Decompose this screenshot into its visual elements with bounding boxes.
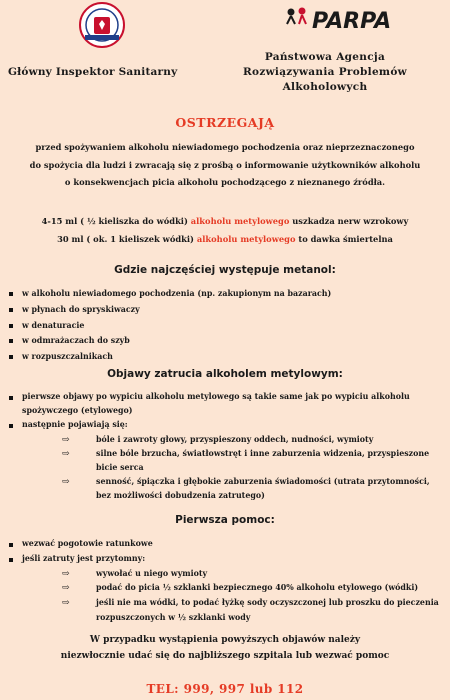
list-item: ⇨ bóle i zawroty głowy, przyspieszony oddech, nudności, wymioty [22,433,444,447]
footer-line-1: W przypadku wystąpienia powyższych objawów należy [89,635,361,645]
list-item: ⇨ wywołać u niego wymioty [22,567,444,582]
dose-info [0,212,450,248]
gis-emblem-logo [79,2,125,48]
list-item: jeśli zatruty jest przytomny: ⇨ wywołać u niego wymioty ⇨ podać do picia ½ szklanki bezpiecznego 40% alkoholu etylowego (wódki) ⇨ jeśli nie ma wódki, to podać łyżkę sody oczyszczonej lub proszku do pieczenia rozpuszczonych w ½ szklanki wody [8,552,444,626]
list-item: w denaturacie [8,318,444,334]
symptoms-sublist [22,433,444,504]
arrow-icon: ⇨ [62,434,70,445]
list-item: w odmrażaczach do szyb [8,333,444,349]
list-item: ⇨ senność, śpiączka i głębokie zaburzenia świadomości (utrata przytomności, bez możliwości dobudzenia zatrutego) [62,477,430,501]
where-title: Gdzie najczęściej występuje metanol: [114,264,336,276]
parpa-logo-text: PARPA [312,9,392,34]
emergency-phone: TEL: 999, 997 lub 112 [146,682,304,696]
arrow-icon: ⇨ [62,568,70,579]
header [0,0,450,112]
dose-line-2: 30 ml ( ok. 1 kieliszek wódki) alkoholu metylowego to dawka śmiertelna [57,234,393,244]
list-item: ⇨ silne bóle brzucha, światłowstręt i inne zaburzenia widzenia, przyspieszone bicie serca [62,448,430,473]
first-aid-sublist [22,567,444,626]
first-aid-title: Pierwsza pomoc: [175,514,275,526]
parpa-label-line3: Alkoholowych [282,81,368,93]
list-item: w rozpuszczalnikach [8,349,444,365]
symptoms-list [8,390,444,504]
warning-intro [0,139,450,192]
arrow-icon: ⇨ [62,477,70,488]
gis-label: Główny Inspektor Sanitarny [8,66,178,78]
dose-line-1: 4-15 ml ( ½ kieliszka do wódki) alkoholu metylowego uszkadza nerw wzrokowy [41,216,409,226]
symptoms-title: Objawy zatrucia alkoholem metylowym: [107,368,343,380]
arrow-icon: ⇨ [62,598,70,609]
intro-line: przed spożywaniem alkoholu niewiadomego pochodzenia oraz nieprzeznaczonego [35,142,415,152]
list-item: ⇨ jeśli nie ma wódki, to podać łyżkę sody oczyszczonej lub proszku do pieczenia rozpuszczonych w ½ szklanki wody [62,598,439,622]
parpa-logo [282,4,392,34]
where-list [8,286,444,365]
parpa-label [232,50,418,95]
first-aid-list [8,537,444,626]
list-item: ⇨ podać do picia ½ szklanki bezpiecznego 40% alkoholu etylowego (wódki) [22,581,444,596]
list-item: pierwsze objawy po wypiciu alkoholu metylowego są takie same jak po wypiciu alkoholu spożywczego (etylowego) [8,390,444,418]
parpa-label-line2: Rozwiązywania Problemów [242,66,407,78]
list-item: następnie pojawiają się: ⇨ bóle i zawroty głowy, przyspieszony oddech, nudności, wymioty ⇨ silne bóle brzucha, światłowstręt i inne zaburzenia widzenia, przyspieszone bicie serca ⇨ senność, śpiączka i głębokie zaburzenia świadomości (utrata przytomności, bez możliwości dobudzenia zatrutego) [8,418,444,503]
intro-line: do spożycia dla ludzi i zwracają się z prośbą o informowanie użytkowników alkoholu [29,159,421,170]
footer-line-2: niezwłocznie udać się do najbliższego szpitala lub wezwać pomoc [60,651,390,661]
list-item: w płynach do spryskiwaczy [8,302,444,318]
arrow-icon: ⇨ [62,448,70,459]
intro-line: o konsekwencjach picia alkoholu pochodzącego z nieznanego źródła. [64,177,386,187]
parpa-label-line1: Państwowa Agencja [264,51,386,63]
footer-notice [0,632,450,664]
arrow-icon: ⇨ [62,583,70,594]
warning-title: OSTRZEGAJĄ [175,115,275,130]
list-item: wezwać pogotowie ratunkowe [8,537,444,552]
list-item: w alkoholu niewiadomego pochodzenia (np. zakupionym na bazarach) [8,286,444,302]
